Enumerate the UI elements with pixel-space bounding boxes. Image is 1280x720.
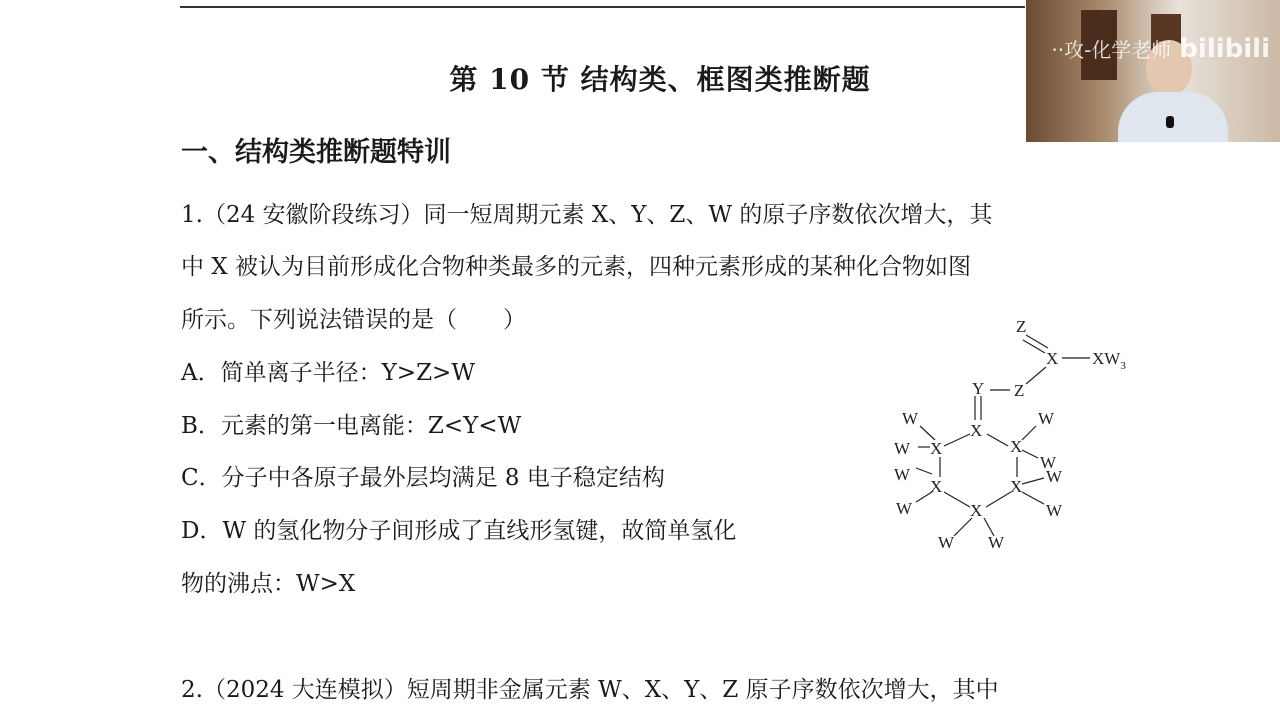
bond — [944, 492, 970, 507]
option-c: C．分子中各原子最外层均满足 8 电子稳定结构 — [181, 465, 665, 491]
atom-x-ring4: X — [930, 477, 943, 496]
atom-w: W — [902, 409, 919, 428]
atom-w: W — [988, 533, 1005, 552]
bond — [1023, 340, 1045, 353]
bond — [920, 426, 935, 440]
atom-w: W — [894, 439, 911, 458]
question1-line1: 1.（24 安徽阶段练习）同一短周期元素 X、Y、Z、W 的原子序数依次增大，其 — [181, 202, 993, 228]
section-heading: 一、结构类推断题特训 — [181, 137, 451, 168]
structure-diagram — [880, 312, 1140, 562]
atom-w: W — [1038, 409, 1055, 428]
bond — [954, 518, 972, 536]
bond — [916, 468, 932, 474]
bond — [1022, 492, 1044, 504]
atom-x-ring6: X — [970, 501, 983, 520]
question1-line3: 所示。下列说法错误的是（ ） — [181, 307, 526, 333]
atom-w: W — [894, 465, 911, 484]
webcam-overlay — [1026, 0, 1280, 142]
atom-x-ring3: X — [1010, 437, 1023, 456]
question1-line2: 中 X 被认为目前形成化合物种类最多的元素，四种元素形成的某种化合物如图 — [181, 254, 971, 280]
bilibili-logo-icon: bilibili — [1179, 34, 1270, 64]
bond — [944, 434, 970, 446]
microphone-icon — [1166, 116, 1174, 128]
option-d-line2: 物的沸点：W>X — [181, 571, 356, 597]
atom-w: W — [896, 499, 913, 518]
atom-w: W — [938, 533, 955, 552]
bond — [987, 434, 1008, 446]
atom-x-ring5: X — [1010, 477, 1023, 496]
question2-line1: 2.（2024 大连模拟）短周期非金属元素 W、X、Y、Z 原子序数依次增大，其中 — [181, 677, 999, 703]
bond — [1022, 450, 1038, 458]
atom-w: W — [1040, 453, 1057, 472]
atom-x-ring2: X — [930, 439, 943, 458]
atom-x-ring1: X — [970, 421, 983, 440]
watermark-text: ··攻-化学老师 — [1051, 38, 1172, 62]
group-xw3: $XW_3$ — [1092, 349, 1126, 372]
atom-w: W — [1046, 467, 1063, 486]
bond — [1026, 335, 1048, 348]
bond — [1022, 478, 1044, 484]
top-rule — [180, 6, 1025, 8]
bond — [986, 492, 1011, 507]
atom-x-top: X — [1046, 349, 1059, 368]
option-b: B．元素的第一电离能：Z<Y<W — [181, 413, 522, 439]
page-title: 第 10 节 结构类、框图类推断题 — [449, 63, 871, 96]
option-a: A．简单离子半径：Y>Z>W — [181, 360, 475, 386]
atom-z-top: Z — [1016, 317, 1027, 336]
atom-w: W — [1046, 501, 1063, 520]
atom-y: Y — [972, 379, 985, 398]
bond — [1022, 426, 1036, 440]
watermark — [1026, 34, 1280, 64]
option-d-line1: D．W 的氢化物分子间形成了直线形氢键，故简单氢化 — [181, 518, 737, 544]
atom-z-mid: Z — [1014, 381, 1025, 400]
bond — [1026, 367, 1046, 384]
